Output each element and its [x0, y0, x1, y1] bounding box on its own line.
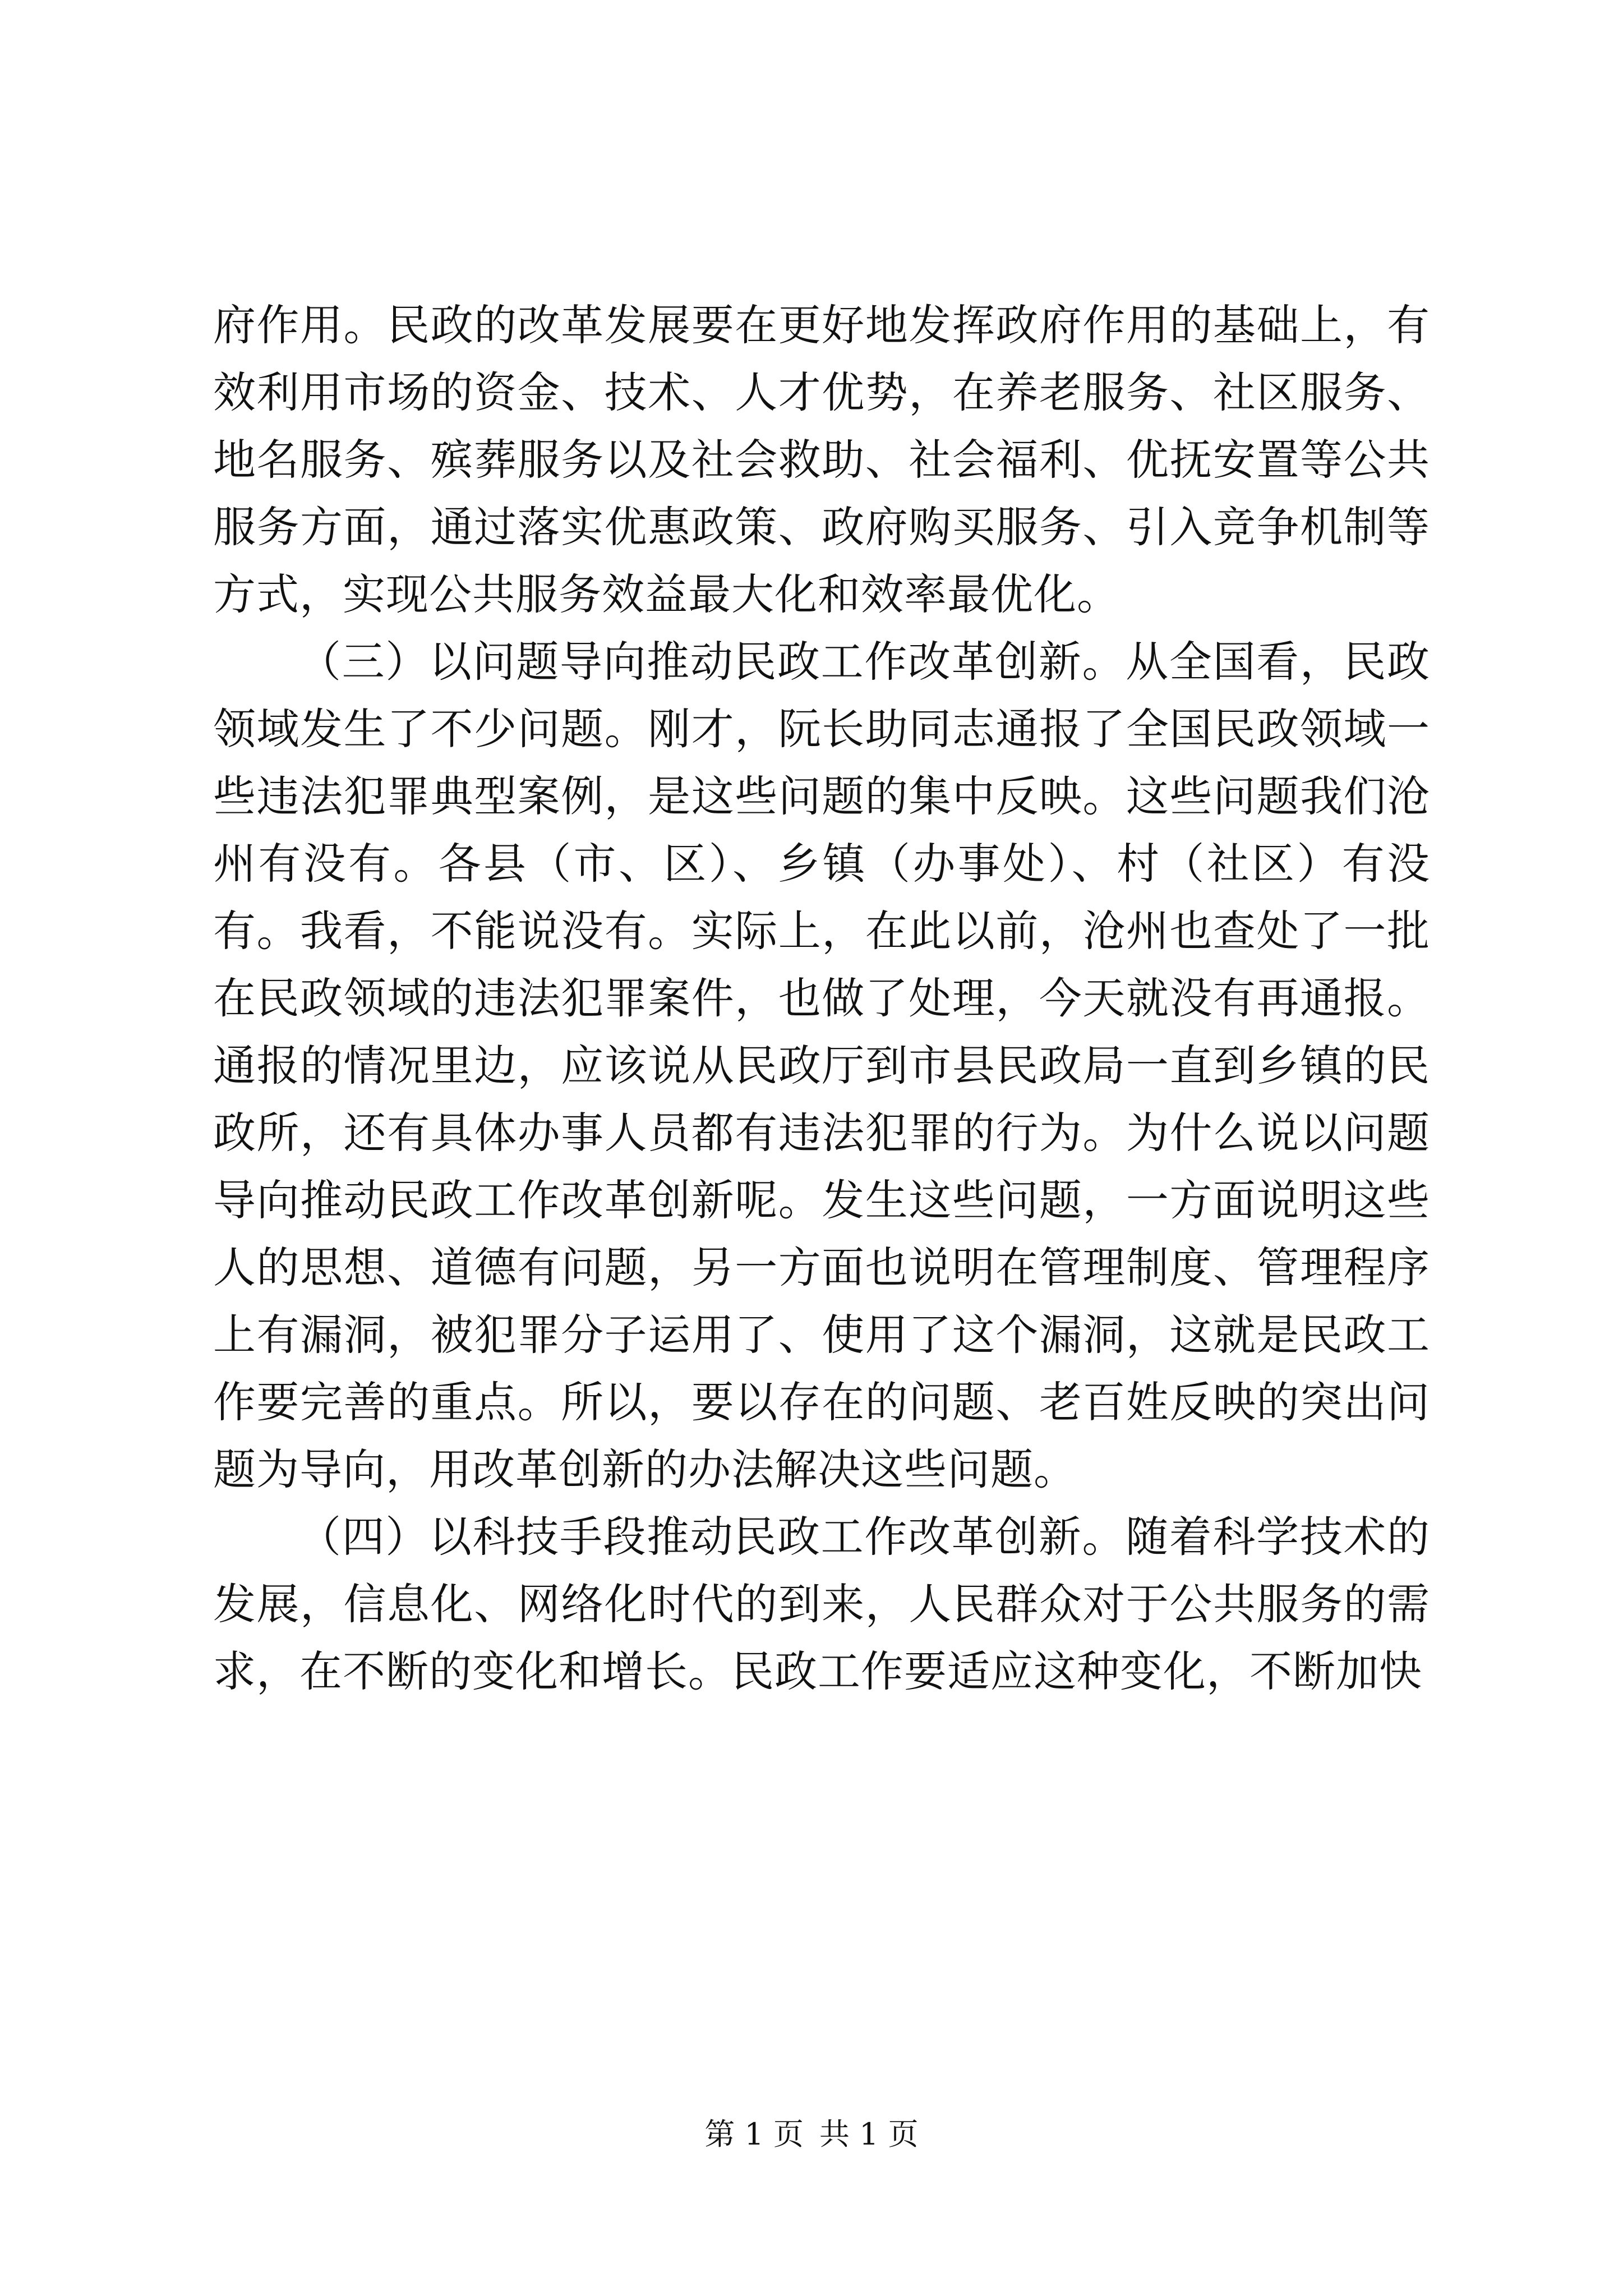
page-total-label: 共 1 页 — [819, 2116, 919, 2152]
paragraph-2: （三）以问题导向推动民政工作改革创新。从全国看，民政领域发生了不少问题。刚才，阮长助同志通报了全国民政领域一些违法犯罪典型案例，是这些问题的集中反映。这些问题我们沧州有没有。各县（市、区）、乡镇（办事处）、村（社区）有没有。我看，不能说没有。实际上，在此以前，沧州也查处了一批在民政领域的违法犯罪案件，也做了处理，今天就没有再通报。通报的情况里边，应该说从民政厅到市县民政局一直到乡镇的民政所，还有具体办事人员都有违法犯罪的行为。为什么说以问题导向推动民政工作改革创新呢。发生这些问题，一方面说明这些人的思想、道德有问题，另一方面也说明在管理制度、管理程序上有漏洞，被犯罪分子运用了、使用了这个漏洞，这就是民政工作要完善的重点。所以，要以存在的问题、老百姓反映的突出问题为导向，用改革创新的办法解决这些问题。 — [213, 637, 1430, 1494]
page-footer — [0, 2115, 1623, 2154]
paragraph-3: （四）以科技手段推动民政工作改革创新。随着科学技术的发展，信息化、网络化时代的到来，人民群众对于公共服务的需求，在不断的变化和增长。民政工作要适应这种变化，不断加快 — [213, 1512, 1430, 1696]
document-body — [213, 292, 1430, 1705]
page-number-label: 第 1 页 — [704, 2116, 804, 2152]
paragraph-1: 府作用。民政的改革发展要在更好地发挥政府作用的基础上，有效利用市场的资金、技术、人才优势，在养老服务、社区服务、地名服务、殡葬服务以及社会救助、社会福利、优抚安置等公共服务方面，通过落实优惠政策、政府购买服务、引入竞争机制等方式，实现公共服务效益最大化和效率最优化。 — [213, 300, 1430, 619]
